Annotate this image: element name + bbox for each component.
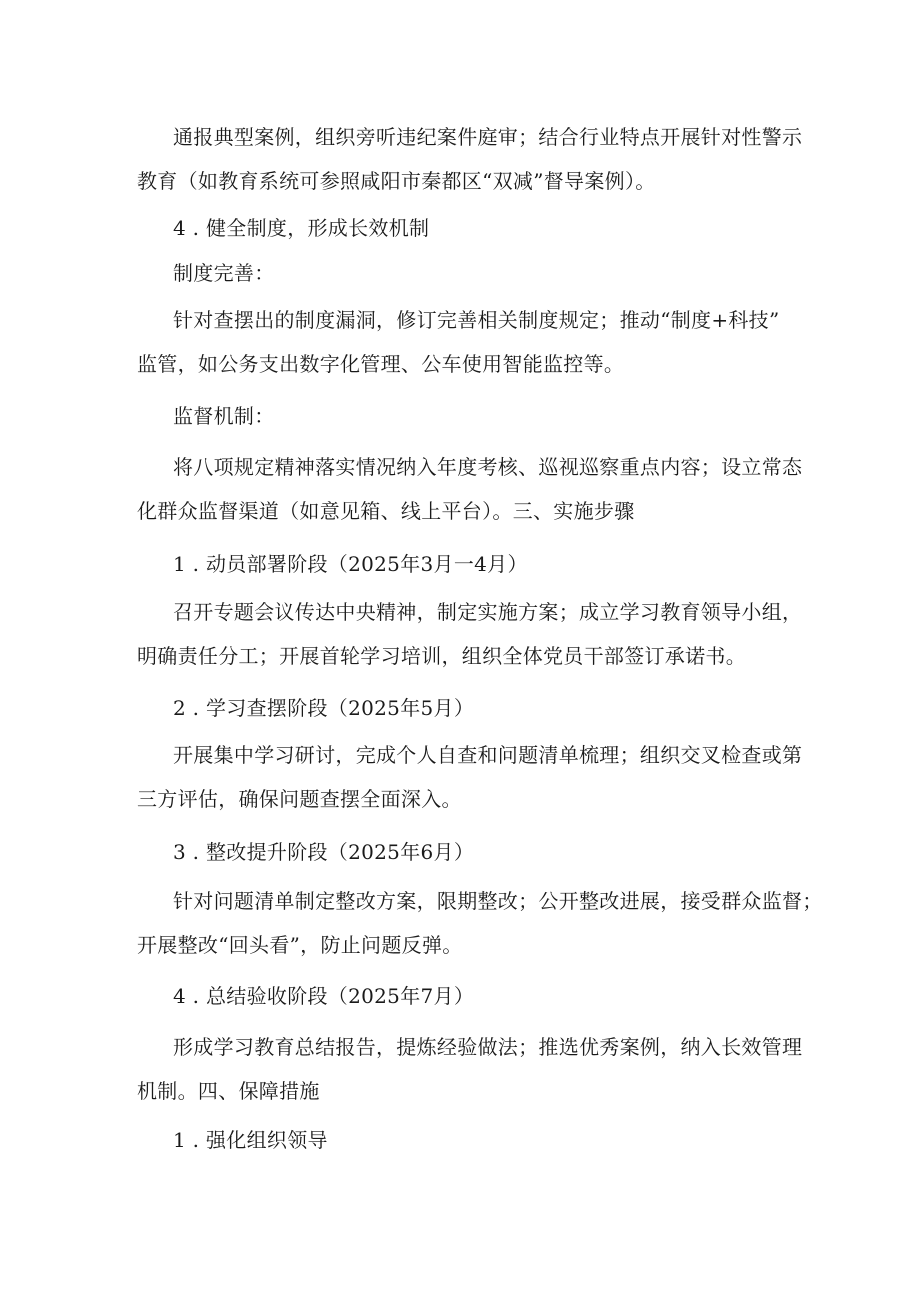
subheading-system-improvement: 制度完善： — [173, 261, 275, 285]
paragraph-study — [137, 733, 803, 821]
paragraph-line: 化群众监督渠道（如意见箱、线上平台）。三、实施步骤 — [137, 499, 635, 523]
step-heading-3-rectification: 3 . 整改提升阶段（2025年6月） — [173, 840, 475, 864]
paragraph-line: 通报典型案例，组织旁听违纪案件庭审；结合行业特点开展针对性警示 — [173, 125, 803, 149]
step-heading-4-summary: 4 . 总结验收阶段（2025年7月） — [173, 984, 475, 1008]
paragraph-line: 开展集中学习研讨，完成个人自查和问题清单梳理；组织交叉检查或第 — [173, 743, 803, 767]
paragraph-line: 针对问题清单制定整改方案，限期整改；公开整改进展，接受群众监督； — [173, 889, 823, 913]
paragraph-warning-education — [137, 115, 803, 203]
paragraph-line: 教育（如教育系统可参照咸阳市秦都区“双减”督导案例）。 — [137, 169, 656, 193]
paragraph-line: 监管，如公务支出数字化管理、公车使用智能监控等。 — [137, 352, 625, 376]
paragraph-summary — [137, 1025, 803, 1113]
paragraph-line: 开展整改“回头看”，防止问题反弹。 — [137, 933, 463, 957]
step-heading-1-mobilization: 1 . 动员部署阶段（2025年3月一4月） — [173, 552, 528, 576]
paragraph-rectification — [137, 879, 823, 967]
subheading-supervision-mechanism: 监督机制： — [173, 404, 275, 428]
paragraph-line: 明确责任分工；开展首轮学习培训，组织全体党员干部签订承诺书。 — [137, 644, 746, 668]
section-heading-4-system: 4 . 健全制度，形成长效机制 — [173, 216, 430, 240]
measure-heading-1-leadership: 1 . 强化组织领导 — [173, 1128, 328, 1152]
paragraph-line: 机制。四、保障措施 — [137, 1079, 320, 1103]
paragraph-line: 形成学习教育总结报告，提炼经验做法；推选优秀案例，纳入长效管理 — [173, 1035, 803, 1059]
paragraph-line: 三方评估，确保问题查摆全面深入。 — [137, 787, 462, 811]
paragraph-line: 针对查摆出的制度漏洞，修订完善相关制度规定；推动“制度+科技” — [173, 308, 780, 332]
paragraph-system-improvement — [137, 298, 797, 386]
paragraph-mobilization — [137, 590, 803, 678]
paragraph-supervision-mechanism — [137, 445, 803, 533]
paragraph-line: 召开专题会议传达中央精神，制定实施方案；成立学习教育领导小组， — [173, 600, 803, 624]
step-heading-2-study: 2 . 学习查摆阶段（2025年5月） — [173, 696, 475, 720]
paragraph-line: 将八项规定精神落实情况纳入年度考核、巡视巡察重点内容；设立常态 — [173, 455, 803, 479]
